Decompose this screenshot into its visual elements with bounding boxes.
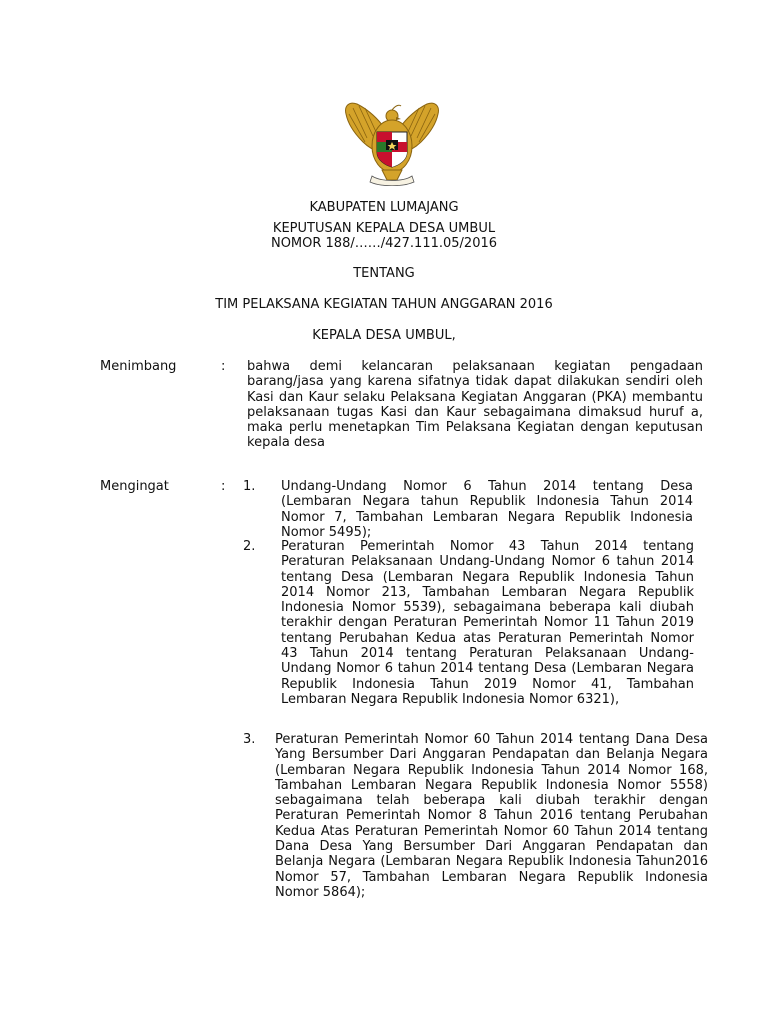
regency-name: KABUPATEN LUMAJANG xyxy=(309,200,459,215)
decree-title: KEPUTUSAN KEPALA DESA UMBUL xyxy=(272,221,496,236)
mengingat-item-2-number: 2. xyxy=(243,539,256,554)
menimbang-label: Menimbang xyxy=(100,359,177,374)
decree-subject: TIM PELAKSANA KEGIATAN TAHUN ANGGARAN 2016 xyxy=(215,297,553,312)
menimbang-paragraph: bahwa demi kelancaran pelaksanaan kegiatan pengadaan barang/jasa yang karena sifatnya tidak dapat dilakukan sendiri oleh Kasi dan Kaur selaku Pelaksana Kegiatan Anggaran (PKA) membantu pelaksanaan tugas Kasi dan Kaur sebagaimana dimaksud huruf a, maka perlu menetapkan Tim Pelaksana Kegiatan dengan keputusan kepala desa xyxy=(247,359,703,451)
menimbang-text xyxy=(247,359,703,451)
mengingat-item-3-number: 3. xyxy=(243,732,256,747)
mengingat-colon: : xyxy=(221,479,226,494)
menimbang-colon: : xyxy=(221,359,226,374)
mengingat-item-1 xyxy=(281,479,693,540)
authority-line: KEPALA DESA UMBUL, xyxy=(312,328,456,343)
mengingat-item-2 xyxy=(281,539,694,707)
mengingat-item-2-text: Peraturan Pemerintah Nomor 43 Tahun 2014 tentang Peraturan Pelaksanaan Undang-Undang Nomor 6 tahun 2014 tentang Desa (Lembaran Negara Republik Indonesia Tahun 2014 Nomor 213, Tambahan Lembaran Negara Republik Indonesia Nomor 5539), sebagaimana beberapa kali diubah terakhir dengan Peraturan Pemerintah Nomor 11 Tahun 2019 tentang Perubahan Kedua atas Peraturan Pemerintah Nomor 43 Tahun 2014 tentang Peraturan Pelaksanaan Undang- Undang Nomor 6 tahun 2014 tentang Desa (Lembaran Negara Republik Indonesia Tahun 2019 Nomor 41, Tambahan Lembaran Negara Republik Indonesia Nomor 6321), xyxy=(281,539,694,707)
garuda-emblem xyxy=(339,100,445,186)
mengingat-item-3 xyxy=(275,732,708,900)
mengingat-item-1-number: 1. xyxy=(243,479,256,494)
mengingat-item-1-text: Undang-Undang Nomor 6 Tahun 2014 tentang Desa (Lembaran Negara tahun Republik Indonesia Tahun 2014 Nomor 7, Tambahan Lembaran Negara Republik Indonesia Nomor 5495); xyxy=(281,479,693,540)
mengingat-label: Mengingat xyxy=(100,479,169,494)
mengingat-item-3-text: Peraturan Pemerintah Nomor 60 Tahun 2014 tentang Dana Desa Yang Bersumber Dari Anggaran Pendapatan dan Belanja Negara (Lembaran Negara Republik Indonesia Tahun 2014 Nomor 168, Tambahan Lembaran Negara Republik Indonesia Nomor 5558) sebagaimana telah beberapa kali diubah terakhir dengan Peraturan Pemerintah Nomor 8 Tahun 2016 tentang Perubahan Kedua Atas Peraturan Pemerintah Nomor 60 Tahun 2014 tentang Dana Desa Yang Bersumber Dari Anggaran Pendapatan dan Belanja Negara (Lembaran Negara Republik Indonesia Tahun2016 Nomor 57, Tambahan Lembaran Negara Republik Indonesia Nomor 5864); xyxy=(275,732,708,900)
about-heading: TENTANG xyxy=(353,266,415,281)
decree-number: NOMOR 188/……/427.111.05/2016 xyxy=(270,236,498,251)
